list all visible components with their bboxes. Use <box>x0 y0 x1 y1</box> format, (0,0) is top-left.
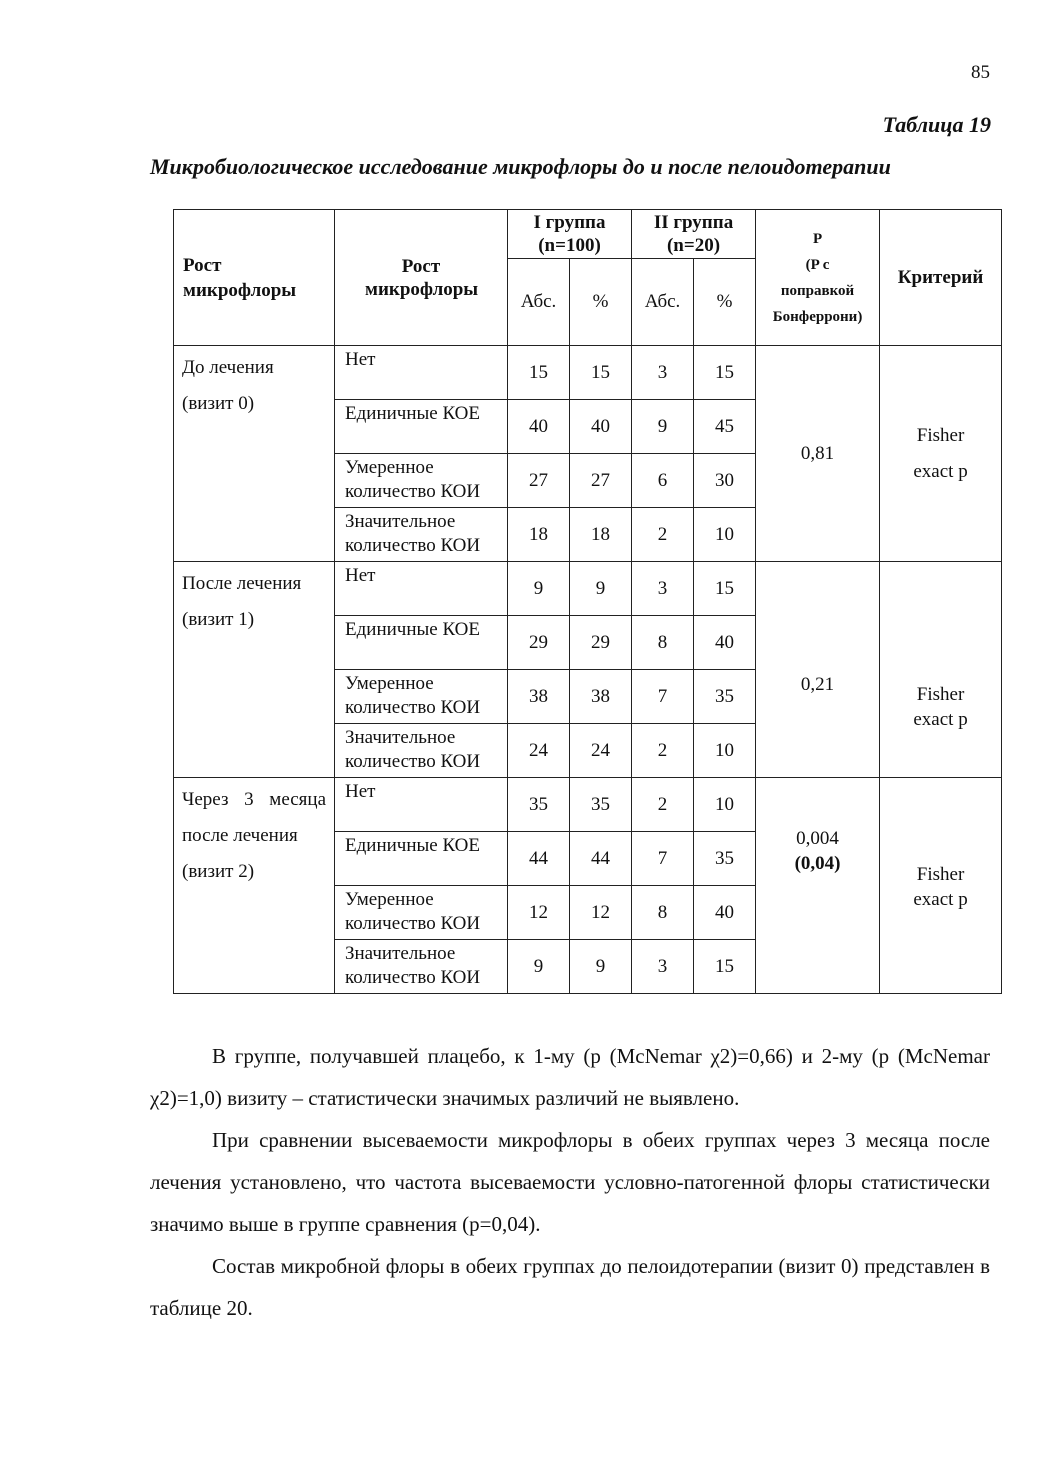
value-cell-g2-abs: 3 <box>632 346 694 400</box>
value-cell-g2-pct: 15 <box>694 346 756 400</box>
period-cell <box>174 346 335 562</box>
value-cell-g2-abs: 2 <box>632 724 694 778</box>
growth-cell <box>335 400 508 454</box>
value-cell-g1-pct: 9 <box>570 940 632 994</box>
value-cell-g1-pct: 18 <box>570 508 632 562</box>
growth-line: Нет <box>345 781 376 802</box>
growth-cell <box>335 724 508 778</box>
criterion-cell <box>880 778 1002 994</box>
value-cell-g1-pct: 12 <box>570 886 632 940</box>
value-cell-g2-abs: 8 <box>632 616 694 670</box>
criterion-line: Fisher <box>916 684 965 705</box>
value-cell-g2-abs: 7 <box>632 670 694 724</box>
period-line: (визит 2) <box>182 861 255 882</box>
header-group1-line1: I группа <box>533 212 606 233</box>
growth-line: Единичные КОЕ <box>345 835 480 856</box>
header-p-line4: Бонферрони) <box>772 308 863 325</box>
header-col2-text: Рост микрофлоры <box>365 255 479 300</box>
body-text <box>150 1035 990 1329</box>
page-number: 85 <box>971 62 990 83</box>
growth-cell <box>335 886 508 940</box>
growth-line: Нет <box>345 565 376 586</box>
value-cell-g2-abs: 7 <box>632 832 694 886</box>
value-cell-g2-abs: 2 <box>632 778 694 832</box>
header-criterion-text: Критерий <box>897 267 984 288</box>
growth-cell <box>335 940 508 994</box>
header-group2-line2: (n=20) <box>666 235 721 256</box>
growth-cell <box>335 778 508 832</box>
criterion-line: exact p <box>913 889 968 910</box>
value-cell-g2-pct: 10 <box>694 724 756 778</box>
p-value-cell <box>756 778 880 994</box>
growth-cell <box>335 832 508 886</box>
p-value-line: (0,04) <box>794 853 841 874</box>
value-cell-g2-pct: 15 <box>694 562 756 616</box>
header-p <box>756 210 880 346</box>
table-label: Таблица 19 <box>882 112 991 137</box>
value-cell-g1-pct: 29 <box>570 616 632 670</box>
growth-line: количество КОИ <box>345 697 481 718</box>
paragraph-1: В группе, получавшей плацебо, к 1-му (p (McNemar χ2)=0,66) и 2-му (p (McNemar χ2)=1,0) визиту – статистически значимых различий не выявлено. <box>150 1044 990 1110</box>
growth-line: Значительное <box>345 943 456 964</box>
value-cell-g1-abs: 38 <box>508 670 570 724</box>
header-group2-line1: II группа <box>653 212 734 233</box>
growth-line: Умеренное <box>345 673 434 694</box>
value-cell-g1-abs: 29 <box>508 616 570 670</box>
value-cell-g2-abs: 8 <box>632 886 694 940</box>
criterion-cell <box>880 562 1002 778</box>
header-group2 <box>632 210 756 259</box>
header-g1-pct: % <box>570 259 632 346</box>
p-value-line: 0,004 <box>796 828 839 849</box>
period-line: (визит 0) <box>182 393 255 414</box>
growth-line: Единичные КОЕ <box>345 619 480 640</box>
value-cell-g2-abs: 3 <box>632 562 694 616</box>
paragraph-2: При сравнении высеваемости микрофлоры в обеих группах через 3 месяца после лечения установлено, что частота высеваемости условно-патогенной флоры статистически значимо выше в группе сравнения (p=0,04). <box>150 1128 990 1236</box>
header-p-line3: поправкой <box>780 282 855 299</box>
value-cell-g1-pct: 24 <box>570 724 632 778</box>
growth-line: Нет <box>345 349 376 370</box>
value-cell-g1-pct: 27 <box>570 454 632 508</box>
p-value-cell <box>756 346 880 562</box>
table-row <box>174 562 1002 616</box>
growth-cell <box>335 670 508 724</box>
value-cell-g1-abs: 15 <box>508 346 570 400</box>
criterion-line: Fisher <box>916 424 965 446</box>
header-g1-abs: Абс. <box>508 259 570 346</box>
growth-cell <box>335 508 508 562</box>
growth-line: Единичные КОЕ <box>345 403 480 424</box>
period-cell <box>174 562 335 778</box>
growth-line: количество КОИ <box>345 751 481 772</box>
growth-cell <box>335 346 508 400</box>
data-table <box>173 209 1002 994</box>
value-cell-g2-pct: 45 <box>694 400 756 454</box>
value-cell-g2-pct: 30 <box>694 454 756 508</box>
value-cell-g2-pct: 40 <box>694 616 756 670</box>
criterion-line: Fisher <box>916 864 965 885</box>
header-col1-w1: Рост микрофлоры <box>183 254 297 301</box>
value-cell-g2-pct: 35 <box>694 670 756 724</box>
p-value-cell <box>756 562 880 778</box>
value-cell-g1-pct: 15 <box>570 346 632 400</box>
growth-line: количество КОИ <box>345 535 481 556</box>
value-cell-g1-abs: 9 <box>508 940 570 994</box>
value-cell-g2-pct: 10 <box>694 778 756 832</box>
p-value-line: 0,21 <box>800 674 835 695</box>
period-line: (визит 1) <box>182 609 255 630</box>
header-p-line2: (P с <box>805 256 830 273</box>
table-row <box>174 346 1002 400</box>
header-col1 <box>174 210 335 346</box>
value-cell-g2-pct: 15 <box>694 940 756 994</box>
period-line: После лечения <box>182 573 302 594</box>
value-cell-g2-abs: 3 <box>632 940 694 994</box>
value-cell-g2-pct: 40 <box>694 886 756 940</box>
growth-line: Умеренное <box>345 457 434 478</box>
growth-line: Значительное <box>345 511 456 532</box>
value-cell-g1-abs: 35 <box>508 778 570 832</box>
value-cell-g1-abs: 9 <box>508 562 570 616</box>
value-cell-g1-pct: 40 <box>570 400 632 454</box>
header-p-line1: P <box>812 230 823 247</box>
value-cell-g1-pct: 35 <box>570 778 632 832</box>
growth-line: количество КОИ <box>345 967 481 988</box>
paragraph-3: Состав микробной флоры в обеих группах до пелоидотерапии (визит 0) представлен в таблице 20. <box>150 1254 990 1320</box>
value-cell-g1-abs: 44 <box>508 832 570 886</box>
growth-line: Значительное <box>345 727 456 748</box>
header-g2-pct: % <box>694 259 756 346</box>
value-cell-g2-pct: 35 <box>694 832 756 886</box>
value-cell-g1-abs: 24 <box>508 724 570 778</box>
period-line: До лечения <box>182 357 274 378</box>
growth-cell <box>335 562 508 616</box>
growth-line: количество КОИ <box>345 481 481 502</box>
growth-cell <box>335 616 508 670</box>
period-cell <box>174 778 335 994</box>
criterion-cell <box>880 346 1002 562</box>
criterion-line: exact p <box>913 709 968 730</box>
period-line: после лечения <box>182 825 298 846</box>
table-title: Микробиологическое исследование микрофлоры до и после пелоидотерапии <box>150 154 891 179</box>
value-cell-g1-pct: 38 <box>570 670 632 724</box>
value-cell-g1-abs: 27 <box>508 454 570 508</box>
value-cell-g1-abs: 12 <box>508 886 570 940</box>
value-cell-g1-abs: 18 <box>508 508 570 562</box>
growth-line: количество КОИ <box>345 913 481 934</box>
value-cell-g2-abs: 6 <box>632 454 694 508</box>
header-group1 <box>508 210 632 259</box>
criterion-line: exact p <box>913 460 968 482</box>
value-cell-g1-pct: 44 <box>570 832 632 886</box>
value-cell-g1-abs: 40 <box>508 400 570 454</box>
value-cell-g2-abs: 9 <box>632 400 694 454</box>
header-group1-line2: (n=100) <box>538 235 601 256</box>
table-row <box>174 778 1002 832</box>
p-value-line: 0,81 <box>800 443 835 464</box>
value-cell-g2-abs: 2 <box>632 508 694 562</box>
value-cell-g2-pct: 10 <box>694 508 756 562</box>
growth-line: Умеренное <box>345 889 434 910</box>
period-line: Через 3 месяца <box>182 789 326 810</box>
value-cell-g1-pct: 9 <box>570 562 632 616</box>
growth-cell <box>335 454 508 508</box>
header-criterion <box>880 210 1002 346</box>
header-g2-abs: Абс. <box>632 259 694 346</box>
header-col2 <box>335 210 508 346</box>
